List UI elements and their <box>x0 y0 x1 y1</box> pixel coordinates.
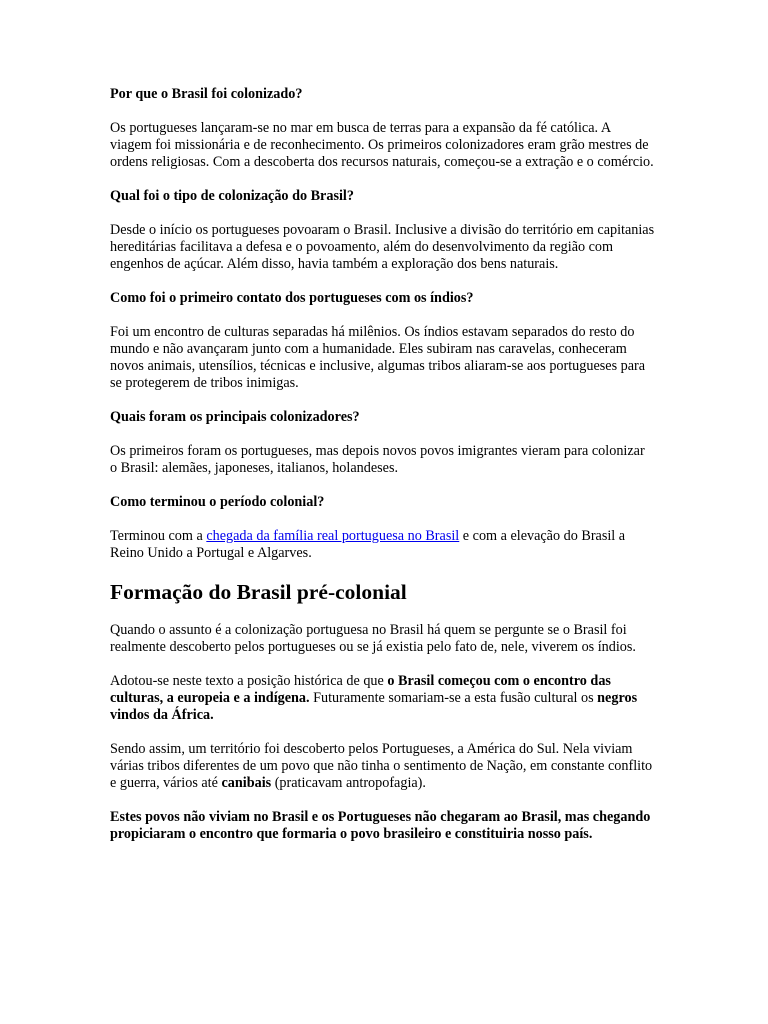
familia-real-link[interactable]: chegada da família real portuguesa no Brasil <box>206 528 460 544</box>
answer-paragraph: Foi um encontro de culturas separadas há milênios. Os índios estavam separados do resto do mundo e não avançaram junto com a humanidade. Eles subiram nas caravelas, conheceram novos animais, utensílios, técnicas e inclusive, algumas tribos aliaram-se aos portugueses para se protegerem de tribos inimigas. <box>110 324 646 391</box>
paragraph-text: (praticavam antropofagia). <box>271 775 426 791</box>
paragraph-text: Adotou-se neste texto a posição histórica de que <box>110 673 388 689</box>
question-heading: Como foi o primeiro contato dos portugueses com os índios? <box>110 290 474 306</box>
answer-text: e com a elevação do Brasil a Reino Unido a Portugal e Algarves. <box>110 528 626 561</box>
answer-text: Terminou com a <box>110 528 207 544</box>
closing-bold-paragraph: Estes povos não viviam no Brasil e os Portugueses não chegaram ao Brasil, mas chegando propiciaram o encontro que formaria o povo brasileiro e constituiria nosso país. <box>110 809 651 842</box>
section-paragraph: Quando o assunto é a colonização portuguesa no Brasil há quem se pergunte se o Brasil foi realmente descoberto pelos portugueses ou se já existia pelo fato de, nele, viverem os índios. <box>110 622 636 655</box>
question-heading: Quais foram os principais colonizadores? <box>110 409 360 425</box>
question-heading: Qual foi o tipo de colonização do Brasil? <box>110 188 354 204</box>
section-paragraph <box>110 673 655 724</box>
answer-paragraph: Os portugueses lançaram-se no mar em busca de terras para a expansão da fé católica. A viagem foi missionária e de reconhecimento. Os primeiros colonizadores eram grão mestres de ordens religiosas. Com a descoberta dos recursos naturais, começou-se a extração e o comércio. <box>110 120 654 170</box>
answer-paragraph: Os primeiros foram os portugueses, mas depois novos povos imigrantes vieram para colonizar o Brasil: alemães, japoneses, italianos, holandeses. <box>110 443 645 476</box>
paragraph-text: Futuramente somariam-se a esta fusão cultural os <box>309 690 598 706</box>
document-body <box>110 86 655 843</box>
bold-text: negros vindos da África. <box>110 690 638 723</box>
bold-text: o Brasil começou com o encontro das culturas, a europeia e a indígena. <box>110 673 611 706</box>
section-paragraph <box>110 741 655 792</box>
answer-paragraph <box>110 528 655 562</box>
paragraph-text: Sendo assim, um território foi descoberto pelos Portugueses, a América do Sul. Nela viviam várias tribos diferentes de um povo que não tinha o sentimento de Nação, em constante conflito e guerra, vários até <box>110 741 653 791</box>
answer-paragraph: Desde o início os portugueses povoaram o Brasil. Inclusive a divisão do território em capitanias hereditárias facilitava a defesa e o povoamento, além do desenvolvimento da região com engenhos de açúcar. Além disso, havia também a exploração dos bens naturais. <box>110 222 655 272</box>
question-heading: Por que o Brasil foi colonizado? <box>110 86 303 102</box>
question-heading: Como terminou o período colonial? <box>110 494 325 510</box>
section-heading: Formação do Brasil pré-colonial <box>110 580 407 604</box>
bold-text: canibais <box>221 775 272 791</box>
